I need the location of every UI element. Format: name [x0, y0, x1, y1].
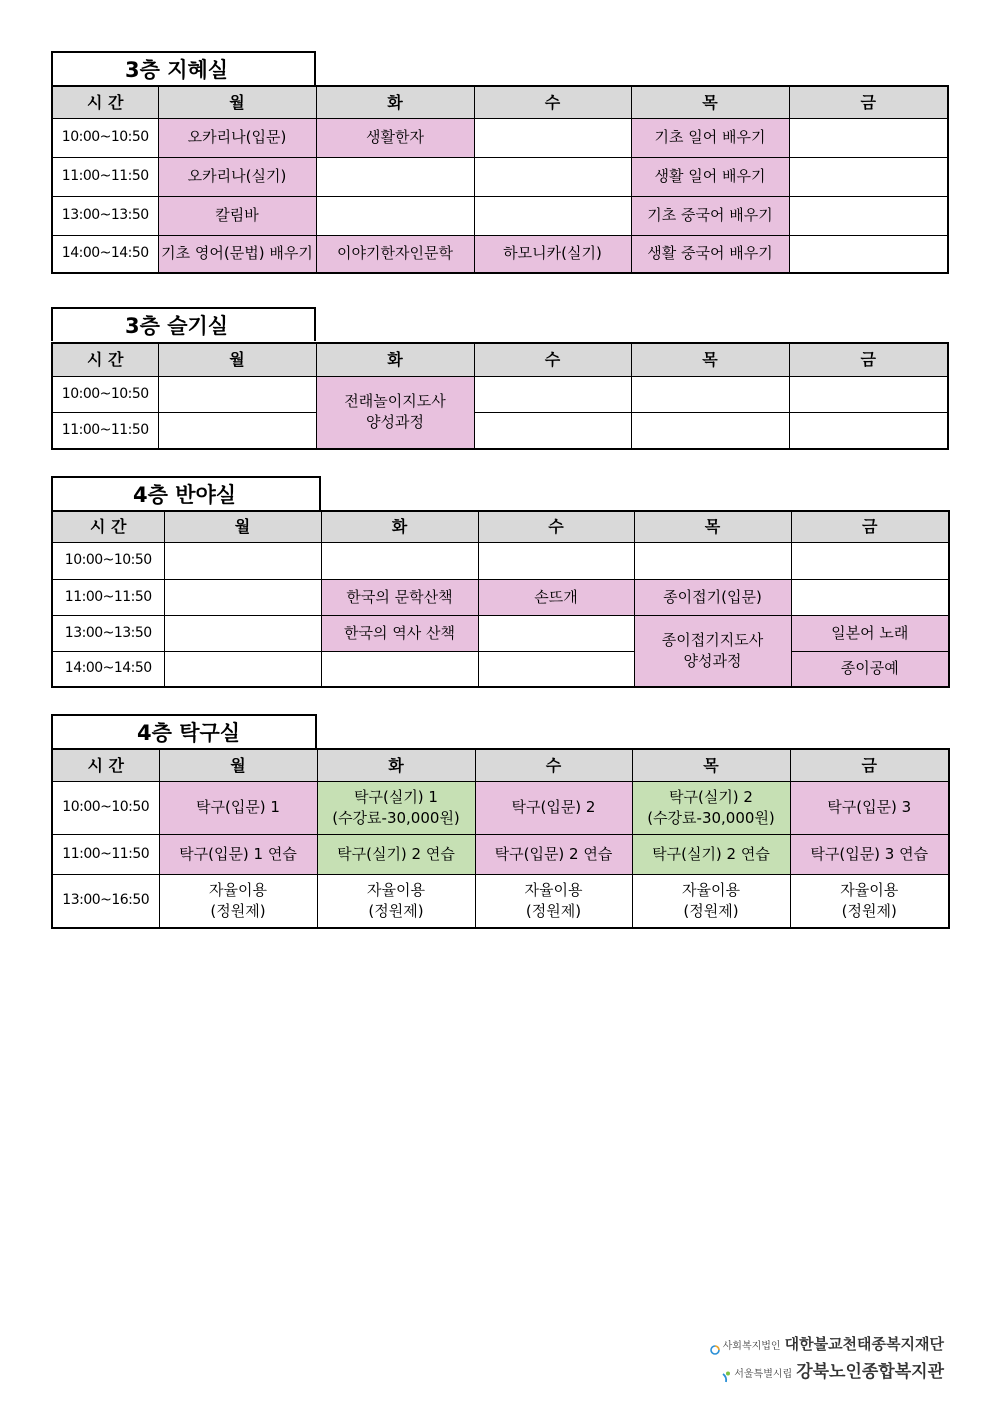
header-mon: 월 [164, 511, 321, 542]
header-fri: 금 [789, 86, 948, 118]
empty-cell [478, 542, 634, 579]
org-type-label: 서울특별시립 [734, 1369, 793, 1380]
header-mon: 월 [159, 749, 317, 781]
header-time: 시 간 [52, 511, 164, 542]
leaf-logo-icon [721, 1368, 731, 1378]
empty-cell [791, 542, 949, 579]
table-row [52, 235, 948, 273]
class-cell [790, 874, 949, 928]
class-cell [475, 874, 632, 928]
empty-cell [474, 118, 631, 157]
room-title: 4층 탁구실 [51, 714, 317, 748]
header-mon: 월 [158, 86, 316, 118]
class-cell: 탁구(입문) 1 [159, 781, 317, 834]
empty-cell [474, 412, 631, 449]
class-cell: 이야기한자인문학 [316, 235, 474, 273]
class-line: (수강료-30,000원) [647, 808, 775, 827]
empty-cell [789, 235, 948, 273]
header-wed: 수 [478, 511, 634, 542]
class-cell: 탁구(입문) 2 연습 [475, 834, 632, 874]
class-cell: 기초 영어(문법) 배우기 [158, 235, 316, 273]
header-row [52, 749, 949, 781]
class-line: (정원제) [683, 901, 739, 920]
class-line: 양성과정 [683, 651, 742, 670]
time-cell: 11:00~11:50 [52, 579, 164, 615]
schedule-table [51, 510, 950, 688]
class-line: 자율이용 [682, 880, 740, 899]
class-cell: 오카리나(실기) [158, 157, 316, 196]
class-cell: 탁구(입문) 3 연습 [790, 834, 949, 874]
empty-cell [791, 579, 949, 615]
header-thu: 목 [634, 511, 791, 542]
empty-cell [158, 376, 316, 412]
class-cell: 탁구(실기) 2 연습 [317, 834, 475, 874]
table-row [52, 874, 949, 928]
header-row [52, 511, 949, 542]
header-thu: 목 [631, 343, 789, 376]
time-cell: 10:00~10:50 [52, 376, 158, 412]
class-cell: 탁구(실기) 2 연습 [632, 834, 790, 874]
empty-cell [474, 376, 631, 412]
class-cell: 일본어 노래 [791, 615, 949, 651]
header-time: 시 간 [52, 86, 158, 118]
header-wed: 수 [474, 86, 631, 118]
class-cell [317, 781, 475, 834]
class-cell: 하모니카(실기) [474, 235, 631, 273]
class-cell: 한국의 역사 산책 [321, 615, 478, 651]
header-tue: 화 [317, 749, 475, 781]
class-line: (정원제) [841, 901, 897, 920]
header-tue: 화 [321, 511, 478, 542]
table-row [52, 651, 949, 687]
room-title: 4층 반야실 [51, 476, 321, 510]
empty-cell [164, 579, 321, 615]
table-row [52, 196, 948, 235]
org-logo-center [721, 1357, 944, 1382]
class-line: (정원제) [210, 901, 266, 920]
time-cell: 13:00~13:50 [52, 615, 164, 651]
time-cell: 13:00~16:50 [52, 874, 159, 928]
header-tue: 화 [316, 86, 474, 118]
class-line: (수강료-30,000원) [332, 808, 460, 827]
empty-cell [158, 412, 316, 449]
class-cell: 칼림바 [158, 196, 316, 235]
org-name: 강북노인종합복지관 [796, 1362, 944, 1382]
table-row [52, 118, 948, 157]
class-cell: 탁구(입문) 1 연습 [159, 834, 317, 874]
header-thu: 목 [631, 86, 789, 118]
header-row [52, 86, 948, 118]
schedule-table [51, 85, 949, 274]
class-cell: 손뜨개 [478, 579, 634, 615]
org-type-label: 사회복지법인 [722, 1341, 781, 1352]
class-cell: 기초 중국어 배우기 [631, 196, 789, 235]
table-row [52, 412, 948, 449]
empty-cell [631, 376, 789, 412]
header-fri: 금 [789, 343, 948, 376]
room-title: 3층 슬기실 [51, 307, 316, 341]
time-cell: 14:00~14:50 [52, 651, 164, 687]
class-cell: 생활 일어 배우기 [631, 157, 789, 196]
table-row [52, 834, 949, 874]
empty-cell [789, 412, 948, 449]
time-cell: 11:00~11:50 [52, 412, 158, 449]
header-tue: 화 [316, 343, 474, 376]
empty-cell [789, 376, 948, 412]
empty-cell [789, 118, 948, 157]
time-cell: 14:00~14:50 [52, 235, 158, 273]
header-mon: 월 [158, 343, 316, 376]
class-line: (정원제) [525, 901, 582, 920]
class-cell: 생활 중국어 배우기 [631, 235, 789, 273]
schedule-table [51, 342, 949, 450]
class-cell: 기초 일어 배우기 [631, 118, 789, 157]
class-cell: 오카리나(입문) [158, 118, 316, 157]
class-line: (정원제) [368, 901, 424, 920]
header-row [52, 343, 948, 376]
empty-cell [321, 542, 478, 579]
empty-cell [474, 196, 631, 235]
table-row [52, 781, 949, 834]
time-cell: 10:00~10:50 [52, 118, 158, 157]
empty-cell [474, 157, 631, 196]
class-cell: 탁구(입문) 3 [790, 781, 949, 834]
room-title: 3층 지혜실 [51, 51, 316, 85]
time-cell: 11:00~11:50 [52, 157, 158, 196]
class-cell: 탁구(입문) 2 [475, 781, 632, 834]
class-cell: 종이공예 [791, 651, 949, 687]
class-line: 양성과정 [366, 413, 424, 432]
header-wed: 수 [474, 343, 631, 376]
class-line: 자율이용 [840, 880, 899, 899]
header-wed: 수 [475, 749, 632, 781]
table-row [52, 157, 948, 196]
empty-cell [164, 651, 321, 687]
class-cell [632, 874, 790, 928]
class-cell [632, 781, 790, 834]
class-cell: 한국의 문학산책 [321, 579, 478, 615]
empty-cell [164, 615, 321, 651]
schedule-table [51, 748, 950, 929]
empty-cell [316, 157, 474, 196]
table-row [52, 615, 949, 651]
class-cell [316, 376, 474, 449]
table-row [52, 376, 948, 412]
header-time: 시 간 [52, 749, 159, 781]
empty-cell [789, 157, 948, 196]
class-cell [317, 874, 475, 928]
class-line: 전래놀이지도사 [344, 392, 446, 411]
class-cell [159, 874, 317, 928]
header-thu: 목 [632, 749, 790, 781]
class-cell: 생활한자 [316, 118, 474, 157]
empty-cell [316, 196, 474, 235]
header-fri: 금 [790, 749, 949, 781]
header-fri: 금 [791, 511, 949, 542]
time-cell: 10:00~10:50 [52, 542, 164, 579]
time-cell: 13:00~13:50 [52, 196, 158, 235]
class-line: 자율이용 [524, 880, 583, 899]
empty-cell [164, 542, 321, 579]
org-name: 대한불교천태종복지재단 [784, 1335, 944, 1353]
class-line: 자율이용 [367, 880, 425, 899]
empty-cell [634, 542, 791, 579]
time-cell: 11:00~11:50 [52, 834, 159, 874]
class-line: 탁구(실기) 2 [669, 787, 753, 806]
empty-cell [478, 651, 634, 687]
class-cell [634, 615, 791, 687]
class-line: 종이접기지도사 [661, 630, 764, 649]
table-row [52, 579, 949, 615]
empty-cell [478, 615, 634, 651]
header-time: 시 간 [52, 343, 158, 376]
class-cell: 종이접기(입문) [634, 579, 791, 615]
time-cell: 10:00~10:50 [52, 781, 159, 834]
empty-cell [789, 196, 948, 235]
empty-cell [321, 651, 478, 687]
org-logo-foundation [710, 1333, 944, 1354]
circle-logo-icon [710, 1340, 720, 1350]
empty-cell [631, 412, 789, 449]
class-line: 탁구(실기) 1 [354, 787, 438, 806]
table-row [52, 542, 949, 579]
class-line: 자율이용 [209, 880, 267, 899]
